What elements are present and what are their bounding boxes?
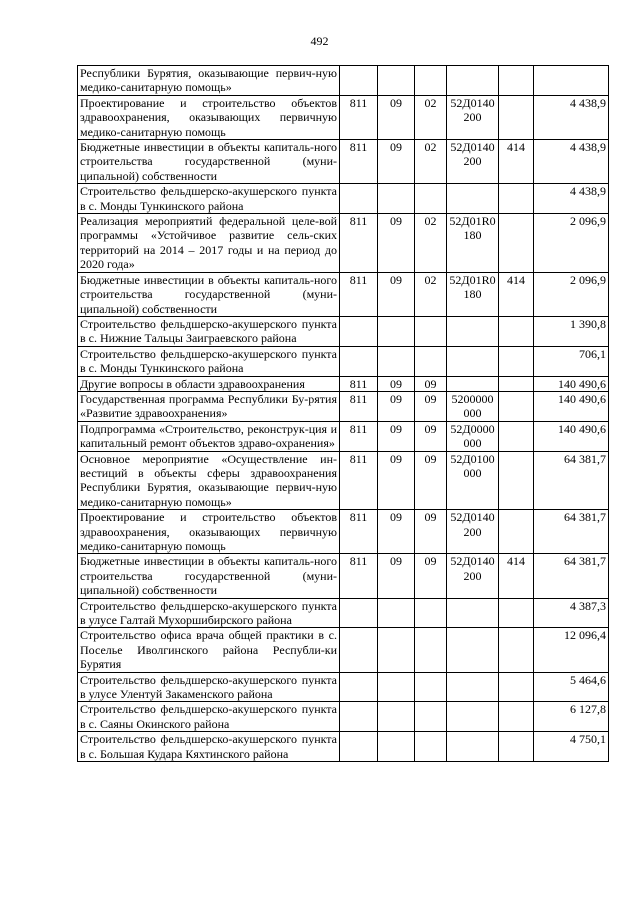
- row-target-article-code: [447, 702, 499, 732]
- row-expense-type-code: [499, 391, 534, 421]
- row-ved-code: [340, 732, 378, 762]
- row-target-article-code: 5200000 000: [447, 391, 499, 421]
- row-target-article-code: 52Д0140 200: [447, 140, 499, 184]
- row-subsection-code: 02: [415, 140, 447, 184]
- row-target-article-code: 52Д0140 200: [447, 554, 499, 598]
- row-name: Государственная программа Республики Бу-рятия «Развитие здравоохранения»: [78, 391, 340, 421]
- row-expense-type-code: 414: [499, 272, 534, 316]
- row-ved-code: [340, 66, 378, 96]
- table-row: [78, 184, 609, 214]
- table-row: [78, 316, 609, 346]
- row-expense-type-code: [499, 672, 534, 702]
- row-amount: 64 381,7: [534, 554, 609, 598]
- table-row: [78, 95, 609, 139]
- row-amount: 4 750,1: [534, 732, 609, 762]
- row-expense-type-code: 414: [499, 554, 534, 598]
- row-name: Проектирование и строительство объектов здравоохранения, оказывающих первичную медико-санитарную помощь: [78, 510, 340, 554]
- row-section-code: 09: [378, 376, 415, 391]
- table-row: [78, 598, 609, 628]
- row-section-code: [378, 184, 415, 214]
- row-expense-type-code: [499, 95, 534, 139]
- row-expense-type-code: [499, 628, 534, 672]
- row-ved-code: [340, 598, 378, 628]
- row-ved-code: 811: [340, 554, 378, 598]
- row-name: Строительство фельдшерско-акушерского пункта в с. Монды Тункинского района: [78, 184, 340, 214]
- table-row: [78, 346, 609, 376]
- row-section-code: [378, 672, 415, 702]
- row-target-article-code: [447, 184, 499, 214]
- row-section-code: 09: [378, 391, 415, 421]
- row-amount: 5 464,6: [534, 672, 609, 702]
- row-ved-code: [340, 346, 378, 376]
- row-target-article-code: [447, 376, 499, 391]
- row-amount: 4 438,9: [534, 95, 609, 139]
- row-target-article-code: 52Д01R0 180: [447, 214, 499, 273]
- table-row: [78, 702, 609, 732]
- row-subsection-code: 02: [415, 272, 447, 316]
- row-name: Строительство офиса врача общей практики в с. Поселье Иволгинского района Республи-ки Бурятия: [78, 628, 340, 672]
- row-target-article-code: [447, 598, 499, 628]
- row-subsection-code: [415, 316, 447, 346]
- page-number: 492: [310, 34, 329, 48]
- row-subsection-code: [415, 672, 447, 702]
- row-subsection-code: [415, 184, 447, 214]
- row-name: Строительство фельдшерско-акушерского пункта в с. Саяны Окинского района: [78, 702, 340, 732]
- table-row: [78, 451, 609, 510]
- row-ved-code: 811: [340, 451, 378, 510]
- row-name: Строительство фельдшерско-акушерского пункта в улусе Улентуй Закаменского района: [78, 672, 340, 702]
- row-ved-code: 811: [340, 272, 378, 316]
- row-section-code: [378, 628, 415, 672]
- table-row: [78, 732, 609, 762]
- row-section-code: 09: [378, 510, 415, 554]
- row-section-code: 09: [378, 451, 415, 510]
- row-subsection-code: [415, 346, 447, 376]
- row-name: Основное мероприятие «Осуществление ин-вестиций в объекты сферы здравоохранения Республики Бурятия, оказывающие первич-ную медико-санитарную помощь»: [78, 451, 340, 510]
- row-amount: [534, 66, 609, 96]
- row-ved-code: 811: [340, 95, 378, 139]
- row-expense-type-code: [499, 702, 534, 732]
- row-amount: 64 381,7: [534, 451, 609, 510]
- row-section-code: [378, 598, 415, 628]
- row-expense-type-code: [499, 451, 534, 510]
- table-row: [78, 272, 609, 316]
- row-name: Реализация мероприятий федеральной целе-вой программы «Устойчивое развитие сель-ских территорий на 2014 – 2017 годы и на период до 2020 года»: [78, 214, 340, 273]
- row-expense-type-code: [499, 184, 534, 214]
- row-section-code: 09: [378, 95, 415, 139]
- row-expense-type-code: [499, 316, 534, 346]
- row-subsection-code: [415, 66, 447, 96]
- row-expense-type-code: [499, 510, 534, 554]
- row-name: Строительство фельдшерско-акушерского пункта в с. Большая Кудара Кяхтинского района: [78, 732, 340, 762]
- row-amount: 6 127,8: [534, 702, 609, 732]
- row-expense-type-code: [499, 214, 534, 273]
- row-ved-code: 811: [340, 421, 378, 451]
- row-name: Подпрограмма «Строительство, реконструк-ция и капитальный ремонт объектов здраво-охранения»: [78, 421, 340, 451]
- row-subsection-code: 02: [415, 95, 447, 139]
- row-ved-code: [340, 628, 378, 672]
- row-subsection-code: [415, 702, 447, 732]
- table-row: [78, 66, 609, 96]
- row-target-article-code: [447, 66, 499, 96]
- row-section-code: [378, 702, 415, 732]
- row-target-article-code: 52Д0140 200: [447, 510, 499, 554]
- row-ved-code: 811: [340, 391, 378, 421]
- row-name: Другие вопросы в области здравоохранения: [78, 376, 340, 391]
- table-row: [78, 376, 609, 391]
- row-target-article-code: 52Д0140 200: [447, 95, 499, 139]
- row-name: Строительство фельдшерско-акушерского пункта в с. Нижние Тальцы Заиграевского района: [78, 316, 340, 346]
- row-target-article-code: [447, 628, 499, 672]
- row-amount: 12 096,4: [534, 628, 609, 672]
- row-expense-type-code: [499, 598, 534, 628]
- row-subsection-code: 09: [415, 510, 447, 554]
- row-subsection-code: 09: [415, 376, 447, 391]
- row-subsection-code: 09: [415, 451, 447, 510]
- row-amount: 140 490,6: [534, 391, 609, 421]
- row-ved-code: 811: [340, 510, 378, 554]
- row-amount: 140 490,6: [534, 376, 609, 391]
- row-amount: 4 438,9: [534, 184, 609, 214]
- row-ved-code: 811: [340, 140, 378, 184]
- row-name: Республики Бурятия, оказывающие первич-ную медико-санитарную помощь»: [78, 66, 340, 96]
- row-target-article-code: 52Д01R0 180: [447, 272, 499, 316]
- row-expense-type-code: [499, 66, 534, 96]
- row-target-article-code: [447, 672, 499, 702]
- row-target-article-code: 52Д0000 000: [447, 421, 499, 451]
- row-ved-code: [340, 316, 378, 346]
- row-target-article-code: [447, 732, 499, 762]
- row-subsection-code: [415, 598, 447, 628]
- row-amount: 2 096,9: [534, 272, 609, 316]
- row-section-code: [378, 346, 415, 376]
- row-subsection-code: [415, 732, 447, 762]
- row-amount: 64 381,7: [534, 510, 609, 554]
- row-subsection-code: 09: [415, 391, 447, 421]
- row-section-code: 09: [378, 140, 415, 184]
- row-section-code: [378, 66, 415, 96]
- row-section-code: 09: [378, 554, 415, 598]
- budget-table: [77, 65, 609, 762]
- row-amount: 4 387,3: [534, 598, 609, 628]
- row-expense-type-code: [499, 376, 534, 391]
- row-section-code: [378, 732, 415, 762]
- row-ved-code: 811: [340, 214, 378, 273]
- row-expense-type-code: 414: [499, 140, 534, 184]
- table-row: [78, 421, 609, 451]
- table-row: [78, 140, 609, 184]
- table-row: [78, 391, 609, 421]
- row-ved-code: [340, 184, 378, 214]
- row-amount: 4 438,9: [534, 140, 609, 184]
- table-row: [78, 628, 609, 672]
- row-target-article-code: [447, 316, 499, 346]
- row-section-code: [378, 316, 415, 346]
- row-name: Проектирование и строительство объектов здравоохранения, оказывающих первичную медико-санитарную помощь: [78, 95, 340, 139]
- row-expense-type-code: [499, 732, 534, 762]
- row-ved-code: [340, 702, 378, 732]
- table-row: [78, 554, 609, 598]
- row-subsection-code: 09: [415, 554, 447, 598]
- row-name: Бюджетные инвестиции в объекты капиталь-ного строительства государственной (муни-ципальной) собственности: [78, 272, 340, 316]
- row-subsection-code: 02: [415, 214, 447, 273]
- table-row: [78, 214, 609, 273]
- row-amount: 1 390,8: [534, 316, 609, 346]
- row-name: Бюджетные инвестиции в объекты капиталь-ного строительства государственной (муни-ципальной) собственности: [78, 554, 340, 598]
- row-target-article-code: 52Д0100 000: [447, 451, 499, 510]
- row-expense-type-code: [499, 421, 534, 451]
- row-name: Бюджетные инвестиции в объекты капиталь-ного строительства государственной (муни-ципальной) собственности: [78, 140, 340, 184]
- table-row: [78, 672, 609, 702]
- row-target-article-code: [447, 346, 499, 376]
- row-expense-type-code: [499, 346, 534, 376]
- row-subsection-code: 09: [415, 421, 447, 451]
- row-name: Строительство фельдшерско-акушерского пункта в улусе Галтай Мухоршибирского района: [78, 598, 340, 628]
- row-amount: 706,1: [534, 346, 609, 376]
- row-amount: 140 490,6: [534, 421, 609, 451]
- row-amount: 2 096,9: [534, 214, 609, 273]
- row-section-code: 09: [378, 272, 415, 316]
- row-section-code: 09: [378, 421, 415, 451]
- row-section-code: 09: [378, 214, 415, 273]
- table-row: [78, 510, 609, 554]
- row-ved-code: [340, 672, 378, 702]
- row-subsection-code: [415, 628, 447, 672]
- row-ved-code: 811: [340, 376, 378, 391]
- row-name: Строительство фельдшерско-акушерского пункта в с. Монды Тункинского района: [78, 346, 340, 376]
